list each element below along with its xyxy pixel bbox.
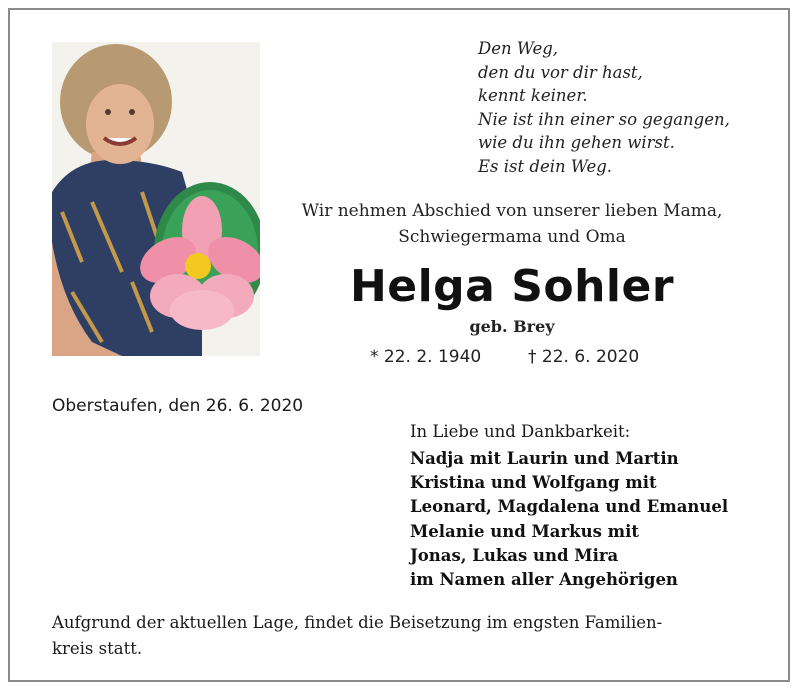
mourner-line: Melanie und Markus mit	[410, 521, 639, 541]
poem-line: wie du ihn gehen wirst.	[478, 133, 675, 152]
poem-line: Es ist dein Weg.	[478, 156, 613, 176]
farewell-intro	[270, 198, 754, 250]
poem-line: Nie ist ihn einer so gegangen,	[478, 109, 730, 129]
birth-name: geb. Brey	[469, 317, 555, 336]
notice-line: kreis statt.	[52, 639, 143, 658]
poem-line: den du vor dir hast,	[478, 62, 643, 82]
mourners-heading: In Liebe und Dankbarkeit:	[410, 422, 631, 441]
portrait-photo	[52, 42, 260, 356]
mourner-line: Leonard, Magdalena und Emanuel	[410, 497, 729, 517]
mourner-line: Jonas, Lukas und Mira	[410, 545, 619, 565]
portrait-photo-icon	[52, 42, 260, 356]
place-and-date: Oberstaufen, den 26. 6. 2020	[52, 396, 304, 416]
mourner-line: Nadja mit Laurin und Martin	[410, 449, 679, 468]
mourner-line: Kristina und Wolfgang mit	[410, 473, 657, 493]
intro-line: Wir nehmen Abschied von unserer lieben Mama,	[301, 201, 723, 221]
mourners-list	[410, 447, 728, 592]
mourner-line: im Namen aller Angehörigen	[410, 570, 678, 590]
birth-date: * 22. 2. 1940	[370, 347, 482, 367]
notice-line: Aufgrund der aktuellen Lage, findet die Beisetzung im engsten Familien-	[52, 613, 663, 632]
poem-line: kennt keiner.	[478, 86, 588, 105]
death-date: † 22. 6. 2020	[528, 347, 640, 367]
deceased-name: Helga Sohler	[349, 261, 675, 312]
poem-line: Den Weg,	[478, 39, 559, 58]
poem	[478, 37, 778, 178]
burial-notice	[52, 610, 752, 662]
intro-line: Schwiegermama und Oma	[398, 227, 626, 247]
